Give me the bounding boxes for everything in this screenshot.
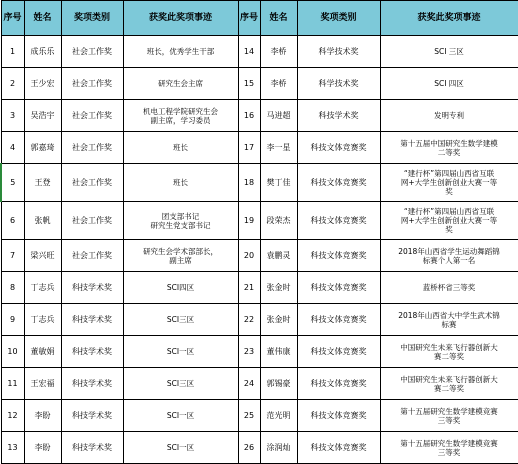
cell-name-2[interactable]: 涂润灿 (260, 432, 297, 464)
header-deed[interactable]: 获奖此奖项事迹 (123, 1, 238, 36)
table-body (1, 36, 518, 464)
cell-deed-2[interactable]: 第十五届中国研究生数学建模 二等奖 (380, 132, 518, 164)
cell-type-2[interactable]: 科学技术奖 (297, 68, 380, 100)
cell-no[interactable]: 12 (1, 400, 24, 432)
cell-deed[interactable]: 团支部书记 研究生党支部书记 (123, 202, 238, 240)
cell-deed[interactable]: SCI一区 (123, 336, 238, 368)
cell-deed-2[interactable]: 发明专利 (380, 100, 518, 132)
cell-name-2[interactable]: 张金时 (260, 304, 297, 336)
table-row (1, 272, 518, 304)
table-row (1, 132, 518, 164)
cell-deed[interactable]: SCI三区 (123, 304, 238, 336)
cell-name-2[interactable]: 范光明 (260, 400, 297, 432)
cell-name[interactable]: 成乐乐 (24, 36, 61, 68)
cell-no-2[interactable]: 17 (238, 132, 260, 164)
cell-name[interactable]: 王登 (24, 164, 61, 202)
cell-type[interactable]: 社会工作奖 (61, 100, 123, 132)
cell-type[interactable]: 科技学术奖 (61, 336, 123, 368)
cell-type[interactable]: 科技学术奖 (61, 432, 123, 464)
cell-no-2[interactable]: 23 (238, 336, 260, 368)
cell-type-2[interactable]: 科技文体竞赛奖 (297, 400, 380, 432)
cell-type-2[interactable]: 科技文体竞赛奖 (297, 336, 380, 368)
cell-deed-2[interactable]: “建行杯”第四届山西省互联 网+大学生创新创业大赛一等 奖 (380, 164, 518, 202)
header-name[interactable]: 姓名 (24, 1, 61, 36)
cell-deed-2[interactable]: “建行杯”第四届山西省互联 网+大学生创新创业大赛一等 奖 (380, 202, 518, 240)
cell-name[interactable]: 董敏娟 (24, 336, 61, 368)
cell-type[interactable]: 社会工作奖 (61, 36, 123, 68)
header-deed-2[interactable]: 获奖此奖项事迹 (380, 1, 518, 36)
cell-no[interactable]: 8 (1, 272, 24, 304)
cell-deed-2[interactable]: 第十五届研究生数学建模竞赛 三等奖 (380, 400, 518, 432)
cell-deed[interactable]: 班长，优秀学生干部 (123, 36, 238, 68)
cell-name-2[interactable]: 张金时 (260, 272, 297, 304)
cell-type-2[interactable]: 科技文体竞赛奖 (297, 272, 380, 304)
cell-name-2[interactable]: 李桥 (260, 68, 297, 100)
cell-no[interactable]: 5 (1, 164, 24, 202)
cell-name-2[interactable]: 董伟康 (260, 336, 297, 368)
cell-name[interactable]: 李盼 (24, 400, 61, 432)
cell-deed-2[interactable]: 2018年山西省大中学生武术锦 标赛 (380, 304, 518, 336)
cell-deed[interactable]: 班长 (123, 164, 238, 202)
cell-no-2[interactable]: 21 (238, 272, 260, 304)
table-row (1, 368, 518, 400)
cell-type[interactable]: 社会工作奖 (61, 164, 123, 202)
cell-name[interactable]: 郭嘉琦 (24, 132, 61, 164)
table-row (1, 400, 518, 432)
cell-name-2[interactable]: 段荣杰 (260, 202, 297, 240)
cell-no-2[interactable]: 19 (238, 202, 260, 240)
header-name-2[interactable]: 姓名 (260, 1, 297, 36)
cell-type[interactable]: 社会工作奖 (61, 132, 123, 164)
table-row (1, 100, 518, 132)
cell-no-2[interactable]: 20 (238, 240, 260, 272)
cell-no[interactable]: 10 (1, 336, 24, 368)
cell-name-2[interactable]: 李桥 (260, 36, 297, 68)
cell-deed[interactable]: SCI三区 (123, 368, 238, 400)
cell-type[interactable]: 科技学术奖 (61, 272, 123, 304)
cell-name[interactable]: 丁志兵 (24, 304, 61, 336)
cell-type-2[interactable]: 科技文体竞赛奖 (297, 202, 380, 240)
cell-no-2[interactable]: 26 (238, 432, 260, 464)
table-row (1, 432, 518, 464)
cell-name-2[interactable]: 樊丁佳 (260, 164, 297, 202)
table-row (1, 36, 518, 68)
cell-no[interactable]: 1 (1, 36, 24, 68)
cell-type[interactable]: 科技学术奖 (61, 304, 123, 336)
header-row (1, 1, 518, 36)
cell-name-2[interactable]: 马进超 (260, 100, 297, 132)
cell-type-2[interactable]: 科技学术奖 (297, 100, 380, 132)
cell-type-2[interactable]: 科技文体竞赛奖 (297, 304, 380, 336)
cell-no[interactable]: 13 (1, 432, 24, 464)
cell-deed[interactable]: 班长 (123, 132, 238, 164)
cell-no-2[interactable]: 25 (238, 400, 260, 432)
cell-type[interactable]: 社会工作奖 (61, 202, 123, 240)
cell-deed-2[interactable]: SCI 四区 (380, 68, 518, 100)
header-no[interactable]: 序号 (1, 1, 24, 36)
cell-deed[interactable]: 研究生会学术部部长， 副主席 (123, 240, 238, 272)
cell-name[interactable]: 梁兴旺 (24, 240, 61, 272)
table-row (1, 336, 518, 368)
table-row (1, 164, 518, 202)
cell-no-2[interactable]: 22 (238, 304, 260, 336)
cell-name-2[interactable]: 郭锡豪 (260, 368, 297, 400)
header-type-2[interactable]: 奖项类别 (297, 1, 380, 36)
cell-no[interactable]: 11 (1, 368, 24, 400)
cell-no-2[interactable]: 24 (238, 368, 260, 400)
cell-type-2[interactable]: 科技文体竞赛奖 (297, 432, 380, 464)
cell-name[interactable]: 丁志兵 (24, 272, 61, 304)
cell-deed[interactable]: 机电工程学院研究生会 副主席，学习委员 (123, 100, 238, 132)
cell-name-2[interactable]: 袁鹏灵 (260, 240, 297, 272)
cell-no[interactable]: 6 (1, 202, 24, 240)
cell-type-2[interactable]: 科技文体竞赛奖 (297, 164, 380, 202)
cell-no-2[interactable]: 18 (238, 164, 260, 202)
table-row (1, 304, 518, 336)
cell-type-2[interactable]: 科技文体竞赛奖 (297, 240, 380, 272)
cell-name[interactable]: 王宏福 (24, 368, 61, 400)
cell-type[interactable]: 科技学术奖 (61, 400, 123, 432)
cell-no-2[interactable]: 14 (238, 36, 260, 68)
cell-deed-2[interactable]: 2018年山西省学生运动舞蹈锦 标赛个人第一名 (380, 240, 518, 272)
cell-no[interactable]: 3 (1, 100, 24, 132)
cell-name[interactable]: 张帆 (24, 202, 61, 240)
cell-deed[interactable]: SCI一区 (123, 432, 238, 464)
table-row (1, 202, 518, 240)
cell-deed[interactable]: SCI一区 (123, 400, 238, 432)
cell-no-2[interactable]: 15 (238, 68, 260, 100)
cell-no-2[interactable]: 16 (238, 100, 260, 132)
cell-no[interactable]: 7 (1, 240, 24, 272)
cell-deed-2[interactable]: 第十五届研究生数学建模竞赛 三等奖 (380, 432, 518, 464)
cell-no[interactable]: 9 (1, 304, 24, 336)
cell-type[interactable]: 科技学术奖 (61, 368, 123, 400)
cell-name[interactable]: 李盼 (24, 432, 61, 464)
table-row (1, 68, 518, 100)
cell-name[interactable]: 吴浩宇 (24, 100, 61, 132)
cell-name-2[interactable]: 李一星 (260, 132, 297, 164)
cell-deed[interactable]: 研究生会主席 (123, 68, 238, 100)
cell-deed[interactable]: SCI四区 (123, 272, 238, 304)
table-row (1, 240, 518, 272)
cell-deed-2[interactable]: 中国研究生未来飞行器创新大 赛二等奖 (380, 368, 518, 400)
cell-no[interactable]: 2 (1, 68, 24, 100)
cell-type-2[interactable]: 科学技术奖 (297, 36, 380, 68)
cell-type-2[interactable]: 科技文体竞赛奖 (297, 132, 380, 164)
cell-type[interactable]: 社会工作奖 (61, 240, 123, 272)
header-type[interactable]: 奖项类别 (61, 1, 123, 36)
cell-name[interactable]: 王少宏 (24, 68, 61, 100)
cell-no[interactable]: 4 (1, 132, 24, 164)
header-no-2[interactable]: 序号 (238, 1, 260, 36)
cell-deed-2[interactable]: SCI 三区 (380, 36, 518, 68)
cell-type-2[interactable]: 科技文体竞赛奖 (297, 368, 380, 400)
cell-deed-2[interactable]: 中国研究生未来飞行器创新大 赛二等奖 (380, 336, 518, 368)
cell-type[interactable]: 社会工作奖 (61, 68, 123, 100)
cell-deed-2[interactable]: 蓝桥杯省三等奖 (380, 272, 518, 304)
